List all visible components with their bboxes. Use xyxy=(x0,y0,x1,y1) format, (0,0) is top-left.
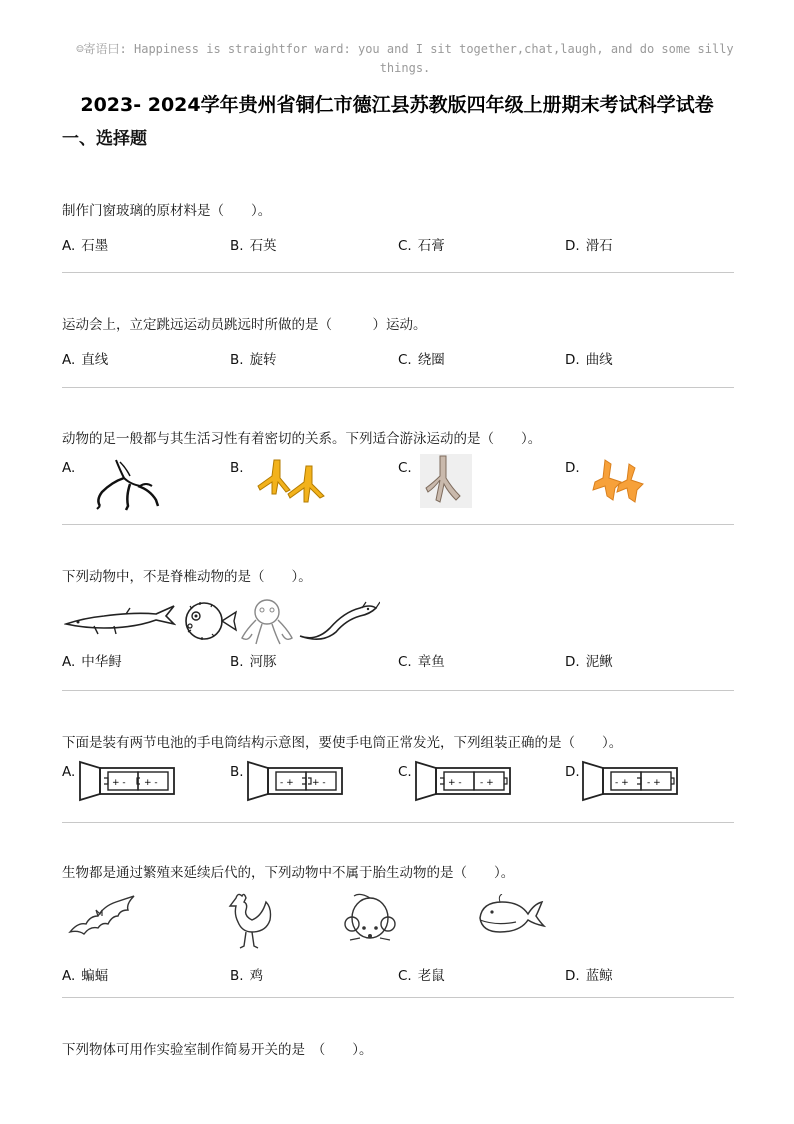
bird-foot-icon xyxy=(420,454,472,508)
question-stem: 生物都是通过繁殖来延续后代的，下列动物中不属于胎生动物的是（ ）。 xyxy=(62,865,515,881)
question-2 xyxy=(62,316,734,368)
option-c[interactable]: C. 绕圈 xyxy=(398,352,445,368)
chicken-feet-icon xyxy=(248,456,334,506)
eagle-claw-icon xyxy=(90,456,166,514)
option-a[interactable]: A. 石墨 xyxy=(62,238,109,254)
option-b[interactable]: B. 河豚 xyxy=(230,654,277,670)
sturgeon-icon xyxy=(64,602,176,636)
option-a[interactable]: A. 蝙蝠 xyxy=(62,968,109,984)
image-options-row: A. + - + - B. - + + - C. + - - + D. - + - + xyxy=(62,764,734,816)
option-d[interactable]: D. 蓝鲸 xyxy=(565,968,613,984)
duck-feet-icon xyxy=(585,456,651,510)
option-b[interactable]: B. 鸡 xyxy=(230,968,264,984)
header-watermark: ☺寄语曰: Happiness is straightfor ward: you and I sit together,chat,laugh, and do some silly things. xyxy=(76,42,734,75)
question-4 xyxy=(62,568,734,670)
flashlight-diagram-icon xyxy=(581,758,681,804)
options-row xyxy=(62,964,734,984)
question-stem: 下列物体可用作实验室制作简易开关的是 （ ）。 xyxy=(62,1042,373,1058)
svg-text:- +: - + xyxy=(480,778,494,788)
question-5 xyxy=(62,734,734,816)
option-d[interactable]: D. 滑石 xyxy=(565,238,613,254)
option-c[interactable]: C. 老鼠 xyxy=(398,968,445,984)
section-heading: 一、选择题 xyxy=(62,129,147,149)
image-options-row: A. B. C. D. xyxy=(62,460,734,522)
question-divider xyxy=(62,272,734,273)
option-b[interactable]: B. 石英 xyxy=(230,238,277,254)
question-divider xyxy=(62,387,734,388)
bat-icon xyxy=(68,892,136,944)
question-6 xyxy=(62,864,734,984)
option-d[interactable]: D. 曲线 xyxy=(565,352,613,368)
options-row xyxy=(62,234,734,254)
options-row xyxy=(62,348,734,368)
svg-text:+ -: + - xyxy=(144,778,158,788)
option-c[interactable]: C. 章鱼 xyxy=(398,654,445,670)
animal-illustrations xyxy=(62,598,734,648)
question-divider xyxy=(62,524,734,525)
option-d[interactable]: D. 泥鳅 xyxy=(565,654,613,670)
question-stem: 下面是装有两节电池的手电筒结构示意图，要使手电筒正常发光，下列组装正确的是（ ）。 xyxy=(62,735,623,751)
option-b[interactable]: B. 旋转 xyxy=(230,352,277,368)
flashlight-diagram-icon xyxy=(414,758,514,804)
question-divider xyxy=(62,997,734,998)
octopus-icon xyxy=(238,598,296,646)
options-row xyxy=(62,650,734,670)
question-divider xyxy=(62,690,734,691)
question-stem: 动物的足一般都与其生活习性有着密切的关系。下列适合游泳运动的是（ ）。 xyxy=(62,431,542,447)
svg-text:+ -: + - xyxy=(112,778,126,788)
svg-text:+ -: + - xyxy=(312,778,326,788)
exam-title: 2023- 2024学年贵州省铜仁市德江县苏教版四年级上册期末考试科学试卷 xyxy=(80,94,714,116)
flashlight-diagram-icon xyxy=(78,758,178,804)
pufferfish-icon xyxy=(180,598,240,644)
question-stem: 下列动物中，不是脊椎动物的是（ ）。 xyxy=(62,569,312,585)
option-a[interactable]: A. 中华鲟 xyxy=(62,654,122,670)
svg-text:- +: - + xyxy=(615,778,629,788)
question-divider xyxy=(62,822,734,823)
question-stem: 运动会上，立定跳远运动员跳远时所做的是（ ）运动。 xyxy=(62,317,427,333)
flashlight-diagram-icon xyxy=(246,758,346,804)
option-c[interactable]: C. 石膏 xyxy=(398,238,445,254)
animal-illustrations xyxy=(62,890,734,956)
question-7 xyxy=(62,1041,734,1059)
svg-text:- +: - + xyxy=(647,778,661,788)
option-a[interactable]: A. 直线 xyxy=(62,352,109,368)
mouse-icon xyxy=(340,890,400,950)
whale-icon xyxy=(476,894,546,936)
loach-icon xyxy=(296,598,380,644)
svg-text:+ -: + - xyxy=(448,778,462,788)
question-3 xyxy=(62,430,734,522)
question-stem: 制作门窗玻璃的原材料是（ ）。 xyxy=(62,203,272,219)
rooster-icon xyxy=(222,890,276,950)
svg-text:- +: - + xyxy=(280,778,294,788)
question-1 xyxy=(62,202,734,254)
